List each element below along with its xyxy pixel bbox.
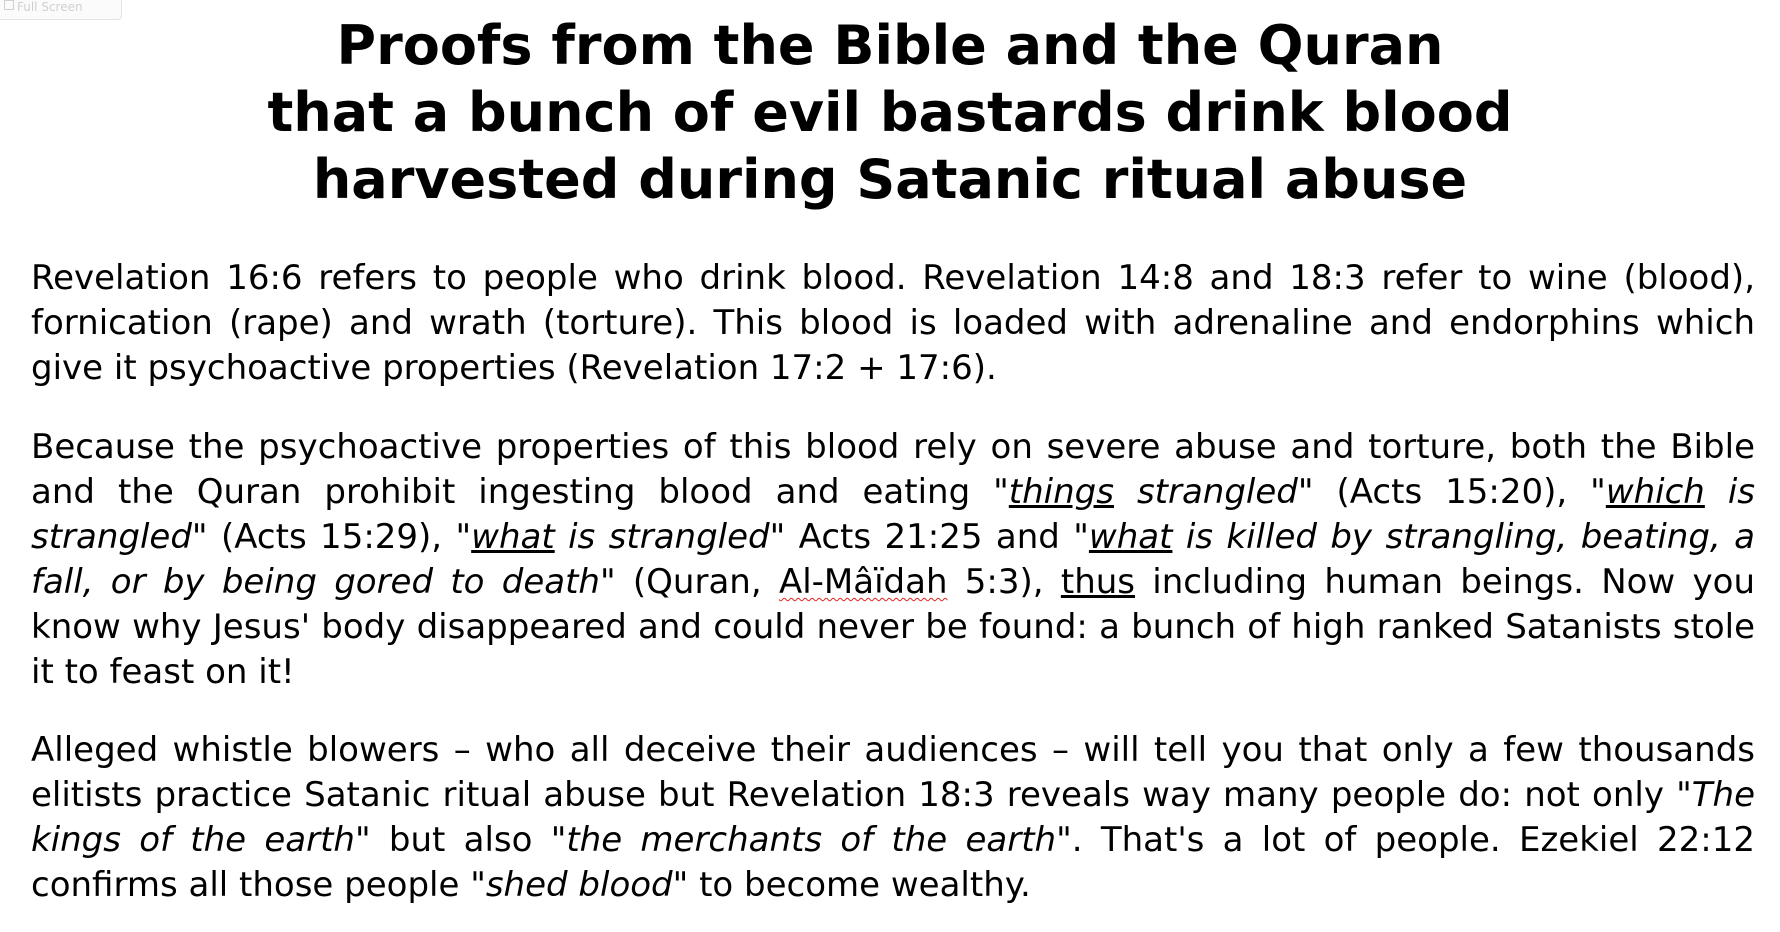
- paragraph-strangled-prohibition: [31, 425, 1755, 695]
- p2-text-7: including human beings. Now you know why Jesus' body disappeared and could never be found: a bunch of high ranked Satanists stole it to feast on it!: [31, 562, 1755, 692]
- p2-text-3: (Acts 15:29),: [207, 517, 456, 557]
- title-line-1: Proofs from the Bible and the Quran: [336, 14, 1444, 77]
- p2-text-2: (Acts 15:20),: [1313, 472, 1591, 512]
- paragraph-whistle-blowers: [31, 728, 1755, 908]
- p3-text-4: to become wealthy.: [688, 865, 1031, 905]
- p2-text-6: 5:3),: [947, 562, 1061, 602]
- p3-text-3: . That's a lot of people. Ezekiel 22:12 confirms all those people: [31, 820, 1755, 905]
- quote-what-is-killed: "what is killed by strangling, beating, a fall, or by being gored to death": [31, 517, 1755, 602]
- underlined-what-2: what: [1088, 517, 1173, 557]
- quote-kings-of-earth: "The kings of the earth": [31, 775, 1755, 860]
- quote-what-is-strangled: "what is strangled": [455, 517, 786, 557]
- page-title: [30, 12, 1750, 213]
- quote-merchants-of-earth: "the merchants of the earth": [550, 820, 1072, 860]
- p2-text-4: Acts 21:25 and: [785, 517, 1074, 557]
- title-line-2: that a bunch of evil bastards drink blood: [267, 81, 1513, 144]
- quote-things-strangled: "things strangled": [993, 472, 1314, 512]
- p2-text-1: Because the psychoactive properties of this blood rely on severe abuse and torture, both the Bible and the Quran prohibit ingesting blood and eating: [31, 427, 1755, 512]
- full-screen-label: Full Screen: [17, 0, 83, 14]
- full-screen-icon: [4, 0, 14, 10]
- underlined-thus: thus: [1060, 562, 1136, 602]
- quote-which-is-strangled: "which is strangled": [31, 472, 1755, 557]
- underlined-which: which: [1605, 472, 1705, 512]
- quote-shed-blood: "shed blood": [470, 865, 689, 905]
- title-line-3: harvested during Satanic ritual abuse: [312, 148, 1468, 211]
- underlined-things: things: [1008, 472, 1114, 512]
- p2-text-5: (Quran,: [615, 562, 779, 602]
- spellcheck-surah-name: Al-Mâïdah: [778, 562, 948, 602]
- paragraph-revelation-blood: Revelation 16:6 refers to people who drink blood. Revelation 14:8 and 18:3 refer to wine (blood), fornication (rape) and wrath (torture). This blood is loaded with adrenaline and endorphins which give it psychoactive properties (Revelation 17:2 + 17:6).: [31, 258, 1755, 388]
- p3-text-1: Alleged whistle blowers – who all deceive their audiences – will tell you that only a few thousands elitists practice Satanic ritual abuse but Revelation 18:3 reveals way many people do: not only: [31, 730, 1755, 815]
- underlined-what-1: what: [471, 517, 555, 557]
- p3-text-2: but also: [370, 820, 551, 860]
